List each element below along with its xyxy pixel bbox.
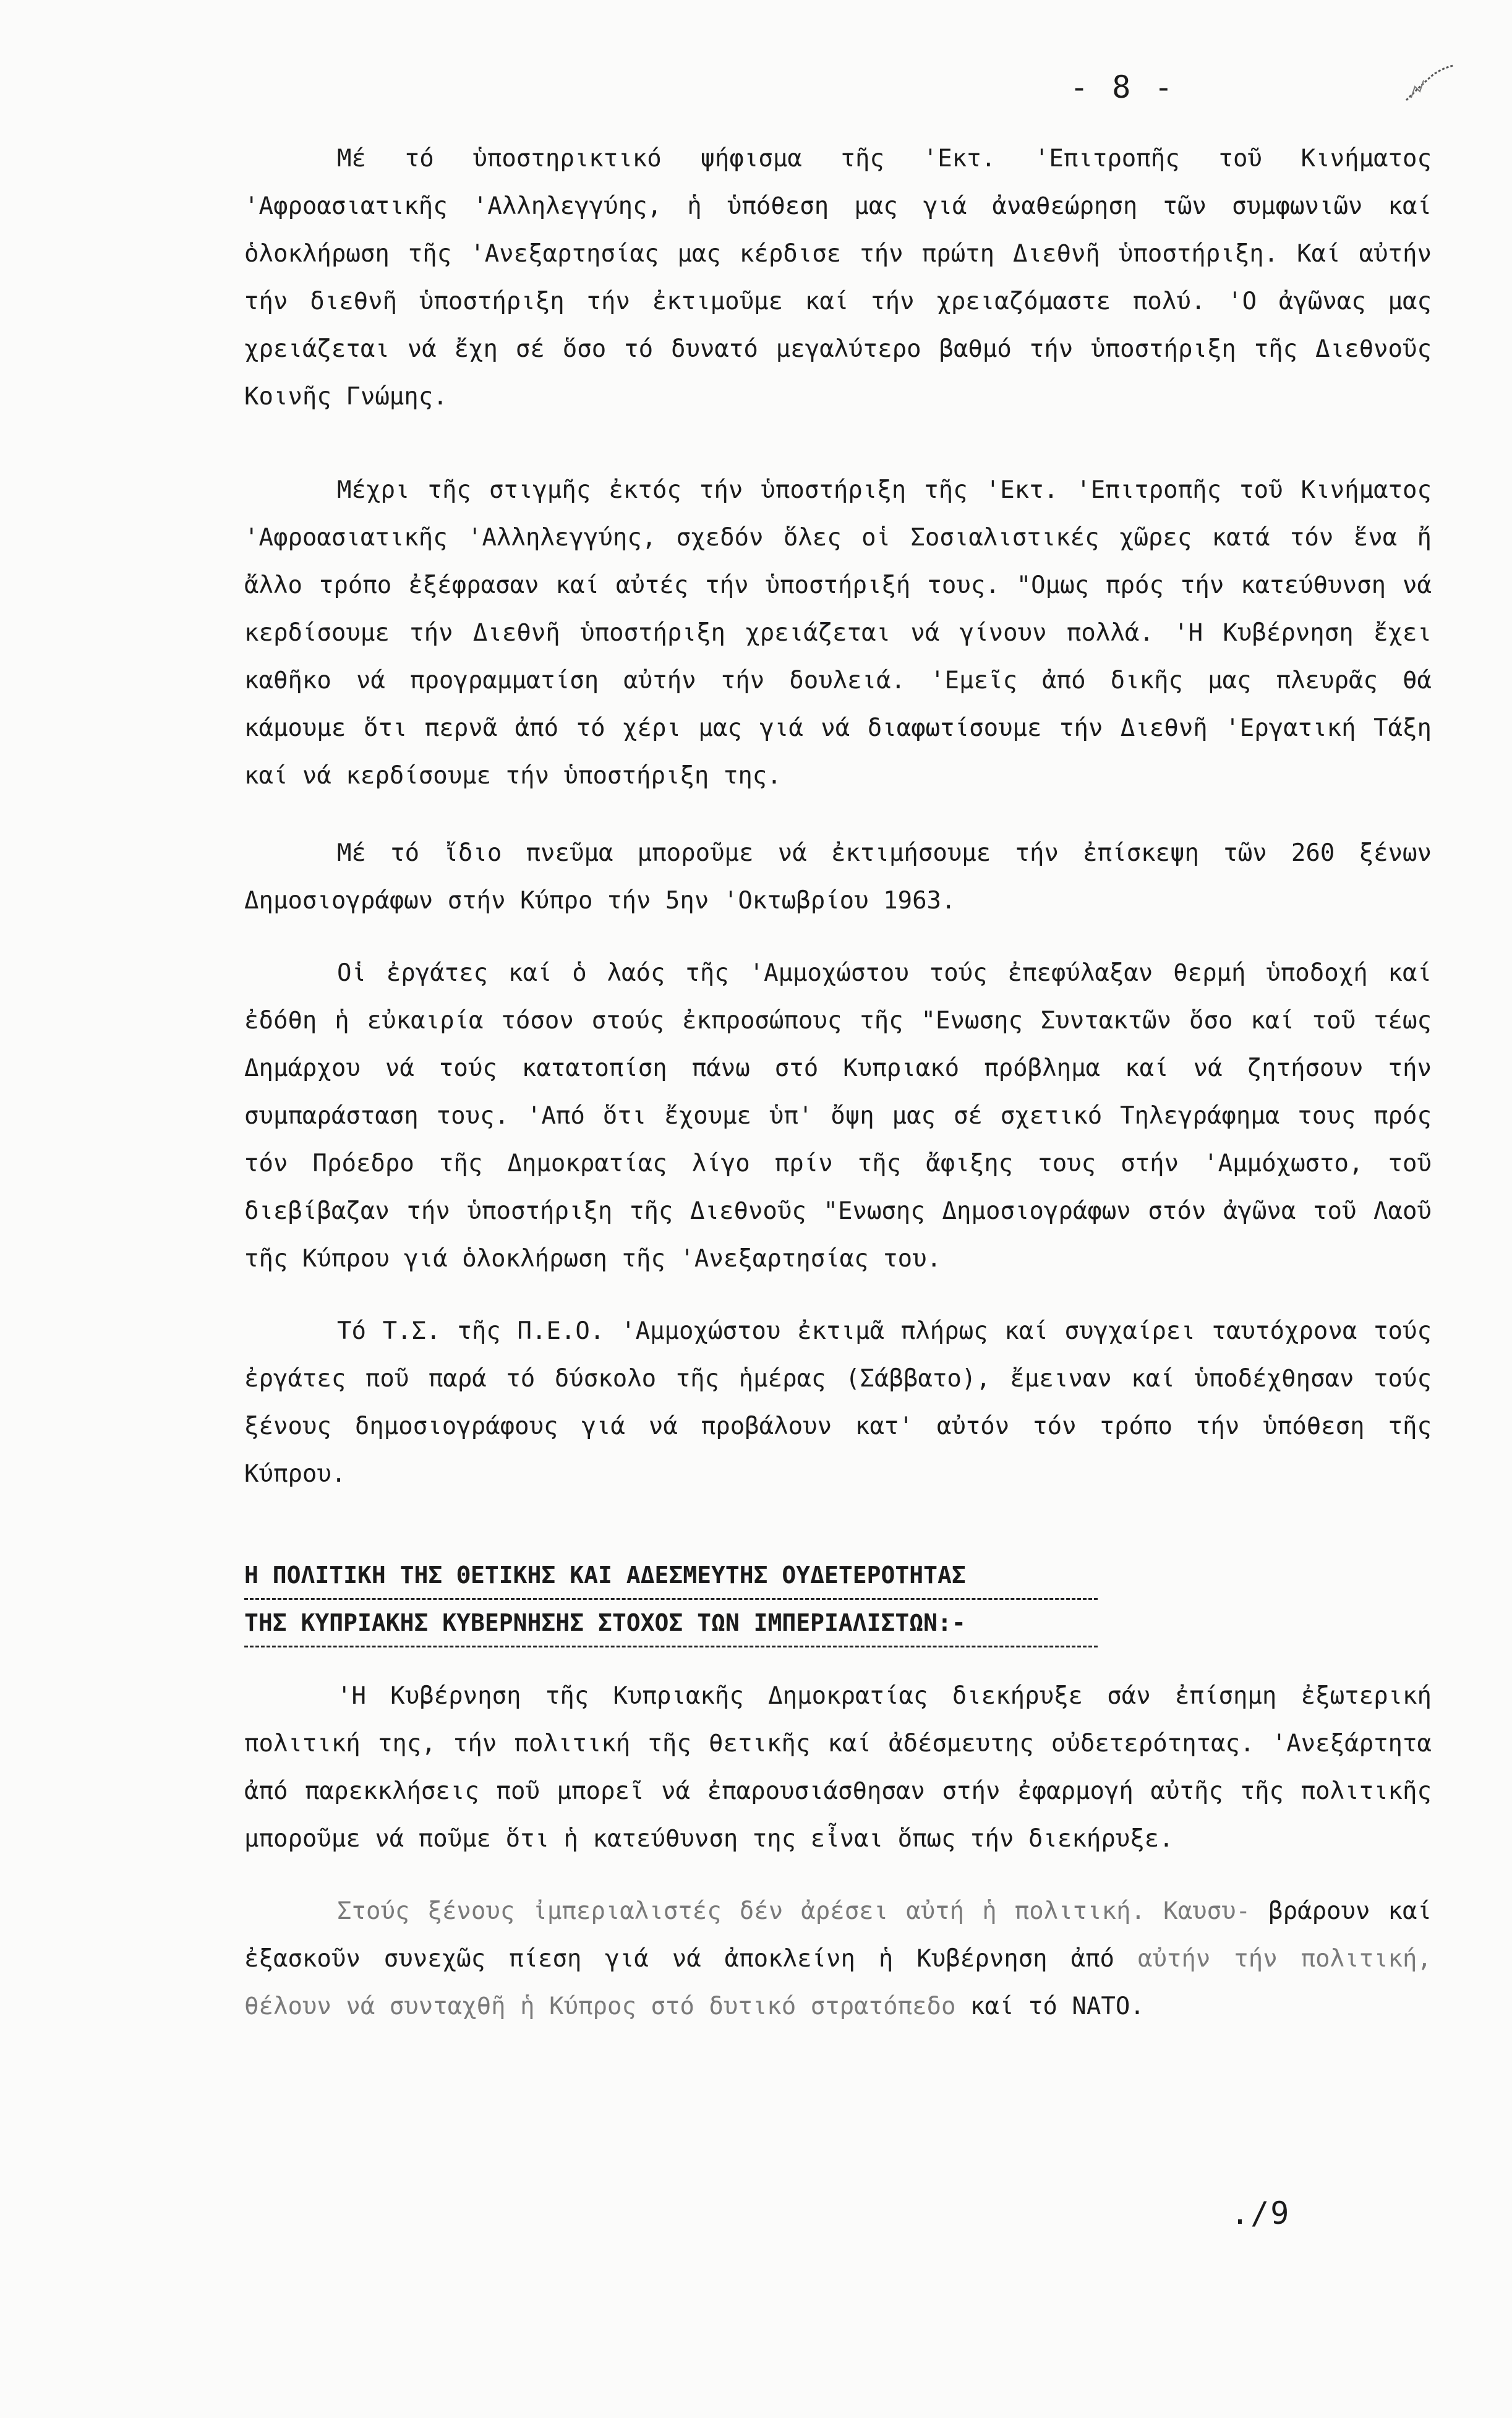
paragraph-2: Μέχρι τῆς στιγμῆς ἐκτός τήν ὑποστήριξη τῆς 'Εκτ. 'Επιτροπῆς τοῦ Κινήματος 'Αφροασιατικῆς 'Αλληλεγγύης, σχεδόν ὅλες οἱ Σοσιαλιστικές χῶρες κατά τόν ἕνα ἤ ἄλλο τρόπο ἐξέφρασαν καί αὐτές τήν ὑποστήριξή τους. "Ομως πρός τήν κατεύθυνση νά κερδίσουμε τήν Διεθνῆ ὑποστήριξη χρειάζεται νά γίνουν πολλά. 'Η Κυβέρνηση ἔχει καθῆκο νά προγραμματίση αὐτήν τήν δουλειά. 'Εμεῖς ἀπό δικῆς μας πλευρᾶς θά κάμουμε ὅτι περνᾶ ἀπό τό χέρι μας γιά νά διαφωτίσουμε τήν Διεθνῆ 'Εργατική Τάξη καί νά κερδίσουμε τήν ὑποστήριξη της. xyxy=(244,476,1432,790)
ink-scribble-mark xyxy=(1403,62,1458,105)
section-heading-line-2: ΤΗΣ ΚΥΠΡΙΑΚΗΣ ΚΥΒΕΡΝΗΣΗΣ ΣΤΟΧΟΣ ΤΩΝ ΙΜΠΕΡΙΑΛΙΣΤΩΝ:- xyxy=(244,1600,1098,1647)
paragraph-5: Τό Τ.Σ. τῆς Π.Ε.Ο. 'Αμμοχώστου ἐκτιμᾶ πλήρως καί συγχαίρει ταυτόχρονα τούς ἐργάτες ποῦ παρά τό δύσκολο τῆς ἡμέρας (Σάββατο), ἔμειναν καί ὑποδέχθησαν τούς ξένους δημοσιογράφους γιά νά προβάλουν κατ' αὐτόν τόν τρόπο τήν ὑπόθεση τῆς Κύπρου. xyxy=(244,1317,1432,1488)
text-middle: βράρουν καί ἐξασκοῦν συνεχῶς πίεση γιά νά ἀποκλείνη ἡ Κυβέρνηση ἀπό xyxy=(244,1897,1432,1973)
section-paragraph-1: 'Η Κυβέρνηση τῆς Κυπριακῆς Δημοκρατίας διεκήρυξε σάν ἐπίσημη ἐξωτερική πολιτική της, τήν πολιτική τῆς θετικῆς καί ἀδέσμευτης οὐδετερότητας. 'Ανεξάρτητα ἀπό παρεκκλήσεις ποῦ μπορεῖ νά ἐπαρουσιάσθησαν στήν ἐφαρμογή αὐτῆς τῆς πολιτικῆς μποροῦμε νά ποῦμε ὅτι ἡ κατεύθυνση της εἶναι ὅπως τήν διεκήρυξε. xyxy=(244,1682,1432,1853)
faded-text-start: Στούς ξένους ἰμπεριαλιστές δέν ἀρέσει αὐτή ἡ πολιτική. Καυσυ- xyxy=(337,1897,1251,1925)
text-end: καί τό ΝΑΤΟ. xyxy=(970,1993,1145,2020)
section-heading-line-1: Η ΠΟΛΙΤΙΚΗ ΤΗΣ ΘΕΤΙΚΗΣ ΚΑΙ ΑΔΕΣΜΕΥΤΗΣ ΟΥΔΕΤΕΡΟΤΗΤΑΣ xyxy=(244,1552,1098,1600)
paragraph-3: Μέ τό ἴδιο πνεῦμα μποροῦμε νά ἐκτιμήσουμε τήν ἐπίσκεψη τῶν 260 ξένων Δημοσιογράφων στήν Κύπρο τήν 5ην 'Οκτωβρίου 1963. xyxy=(244,839,1432,915)
continuation-marker: ./9 xyxy=(1231,2195,1291,2231)
paragraph-1: Μέ τό ὑποστηρικτικό ψήφισμα τῆς 'Εκτ. 'Επιτροπῆς τοῦ Κινήματος 'Αφροασιατικῆς 'Αλληλεγγύης, ἡ ὑπόθεση μας γιά ἀναθεώρηση τῶν συμφωνιῶν καί ὁλοκλήρωση τῆς 'Ανεξαρτησίας μας κέρδισε τήν πρώτη Διεθνῆ ὑποστήριξη. Καί αὐτήν τήν διεθνῆ ὑποστήριξη τήν ἐκτιμοῦμε καί τήν χρειαζόμαστε πολύ. 'Ο ἀγῶνας μας χρειάζεται νά ἔχη σέ ὅσο τό δυνατό μεγαλύτερο βαθμό τήν ὑποστήριξη τῆς Διεθνοῦς Κοινῆς Γνώμης. xyxy=(244,145,1432,411)
section-paragraph-2 xyxy=(244,1887,1432,2030)
section-heading xyxy=(244,1552,1098,1647)
document-body xyxy=(244,135,1432,2030)
paragraph-4: Οἱ ἐργάτες καί ὁ λαός τῆς 'Αμμοχώστου τούς ἐπεφύλαξαν θερμή ὑποδοχή καί ἐδόθη ἡ εὐκαιρία τόσον στούς ἐκπροσώπους τῆς "Ενωσης Συντακτῶν ὅσο καί τοῦ τέως Δημάρχου νά τούς κατατοπίση πάνω στό Κυπριακό πρόβλημα καί νά ζητήσουν τήν συμπαράσταση τους. 'Από ὅτι ἔχουμε ὑπ' ὄψη μας σέ σχετικό Τηλεγράφημα τους πρός τόν Πρόεδρο τῆς Δημοκρατίας λίγο πρίν τῆς ἄφιξης τους στήν 'Αμμόχωστο, τοῦ διεβίβαζαν τήν ὑποστήριξη τῆς Διεθνοῦς "Ενωσης Δημοσιογράφων στόν ἀγῶνα τοῦ Λαοῦ τῆς Κύπρου γιά ὁλοκλήρωση τῆς 'Ανεξαρτησίας του. xyxy=(244,959,1432,1273)
page-number: - 8 - xyxy=(1070,69,1176,105)
faded-text-end: αὐτήν τήν πολιτική, θέλουν νά συνταχθῆ ἡ Κύπρος στό δυτικό στρατόπεδο xyxy=(244,1945,1432,2020)
